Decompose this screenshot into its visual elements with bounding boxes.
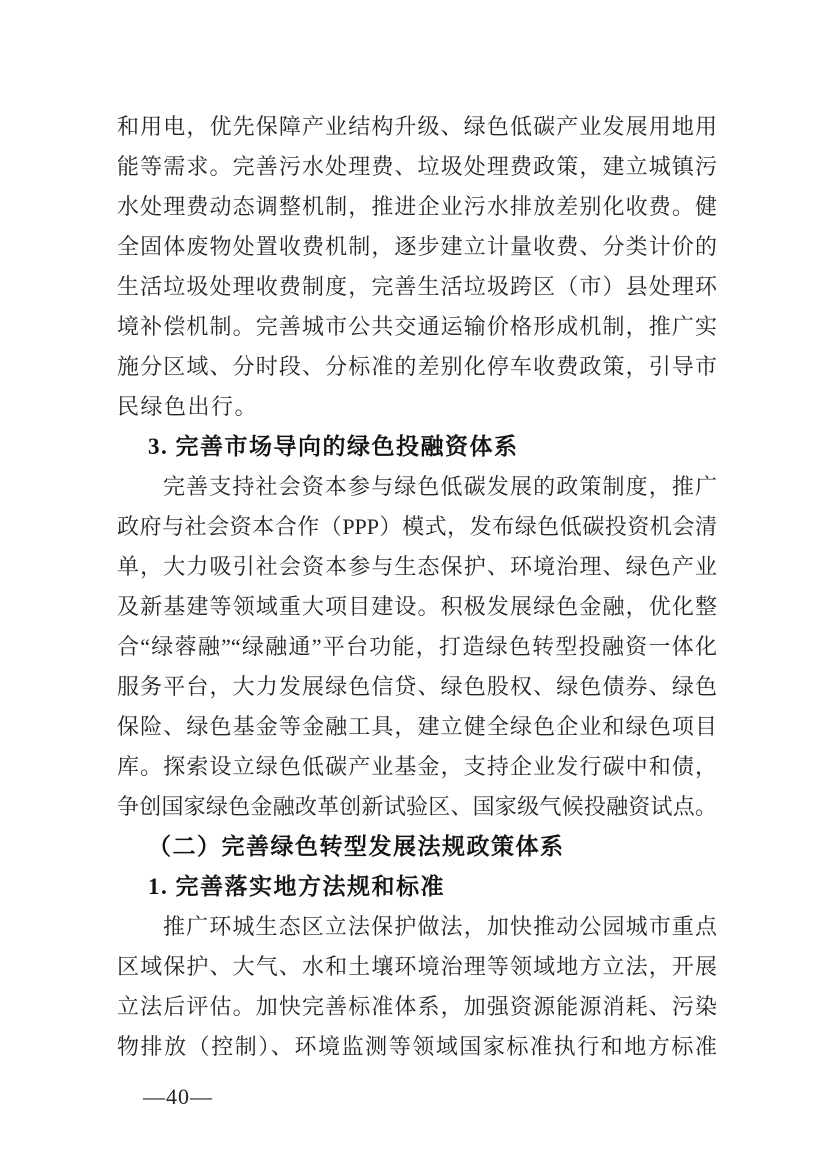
body-text-line: 物排放（控制）、环境监测等领域国家标准执行和地方标准 <box>117 1034 717 1059</box>
body-text-line: 和用电，优先保障产业结构升级、绿色低碳产业发展用地用 <box>117 114 717 139</box>
body-text-line: 推广环城生态区立法保护做法，加快推动公园城市重点 <box>163 914 717 939</box>
section-heading: 1. 完善落实地方法规和标准 <box>148 874 445 899</box>
body-text-line: 合“绿蓉融”“绿融通”平台功能，打造绿色转型投融资一体化 <box>117 634 717 659</box>
page-number: —40— <box>143 1084 213 1109</box>
body-text-line: 立法后评估。加快完善标准体系，加强资源能源消耗、污染 <box>117 994 717 1019</box>
body-text-line: 施分区域、分时段、分标准的差别化停车收费政策，引导市 <box>117 354 717 379</box>
body-text-line: 境补偿机制。完善城市公共交通运输价格形成机制，推广实 <box>117 314 717 339</box>
body-text-line: 服务平台，大力发展绿色信贷、绿色股权、绿色债券、绿色 <box>117 674 717 699</box>
body-text-line: 保险、绿色基金等金融工具，建立健全绿色企业和绿色项目 <box>117 714 717 739</box>
body-text-line: 完善支持社会资本参与绿色低碳发展的政策制度，推广 <box>163 474 717 499</box>
body-text-line: 政府与社会资本合作（PPP）模式，发布绿色低碳投资机会清 <box>117 514 717 539</box>
body-text-line: 区域保护、大气、水和土壤环境治理等领域地方立法，开展 <box>117 954 717 979</box>
body-text-line: 库。探索设立绿色低碳产业基金，支持企业发行碳中和债， <box>117 754 717 779</box>
body-text-line: 能等需求。完善污水处理费、垃圾处理费政策，建立城镇污 <box>117 154 717 179</box>
body-text-line: 生活垃圾处理收费制度，完善生活垃圾跨区（市）县处理环 <box>117 274 717 299</box>
section-heading: （二）完善绿色转型发展法规政策体系 <box>148 834 565 859</box>
body-text-line: 水处理费动态调整机制，推进企业污水排放差别化收费。健 <box>117 194 717 219</box>
body-text-line: 民绿色出行。 <box>117 394 259 419</box>
body-text-line: 争创国家绿色金融改革创新试验区、国家级气候投融资试点。 <box>117 794 717 819</box>
body-text-line: 及新基建等领域重大项目建设。积极发展绿色金融，优化整 <box>117 594 717 619</box>
text-block <box>117 107 717 1067</box>
section-heading: 3. 完善市场导向的绿色投融资体系 <box>148 434 519 459</box>
body-text-line: 全固体废物处置收费机制，逐步建立计量收费、分类计价的 <box>117 234 717 259</box>
body-text-line: 单，大力吸引社会资本参与生态保护、环境治理、绿色产业 <box>117 554 717 579</box>
